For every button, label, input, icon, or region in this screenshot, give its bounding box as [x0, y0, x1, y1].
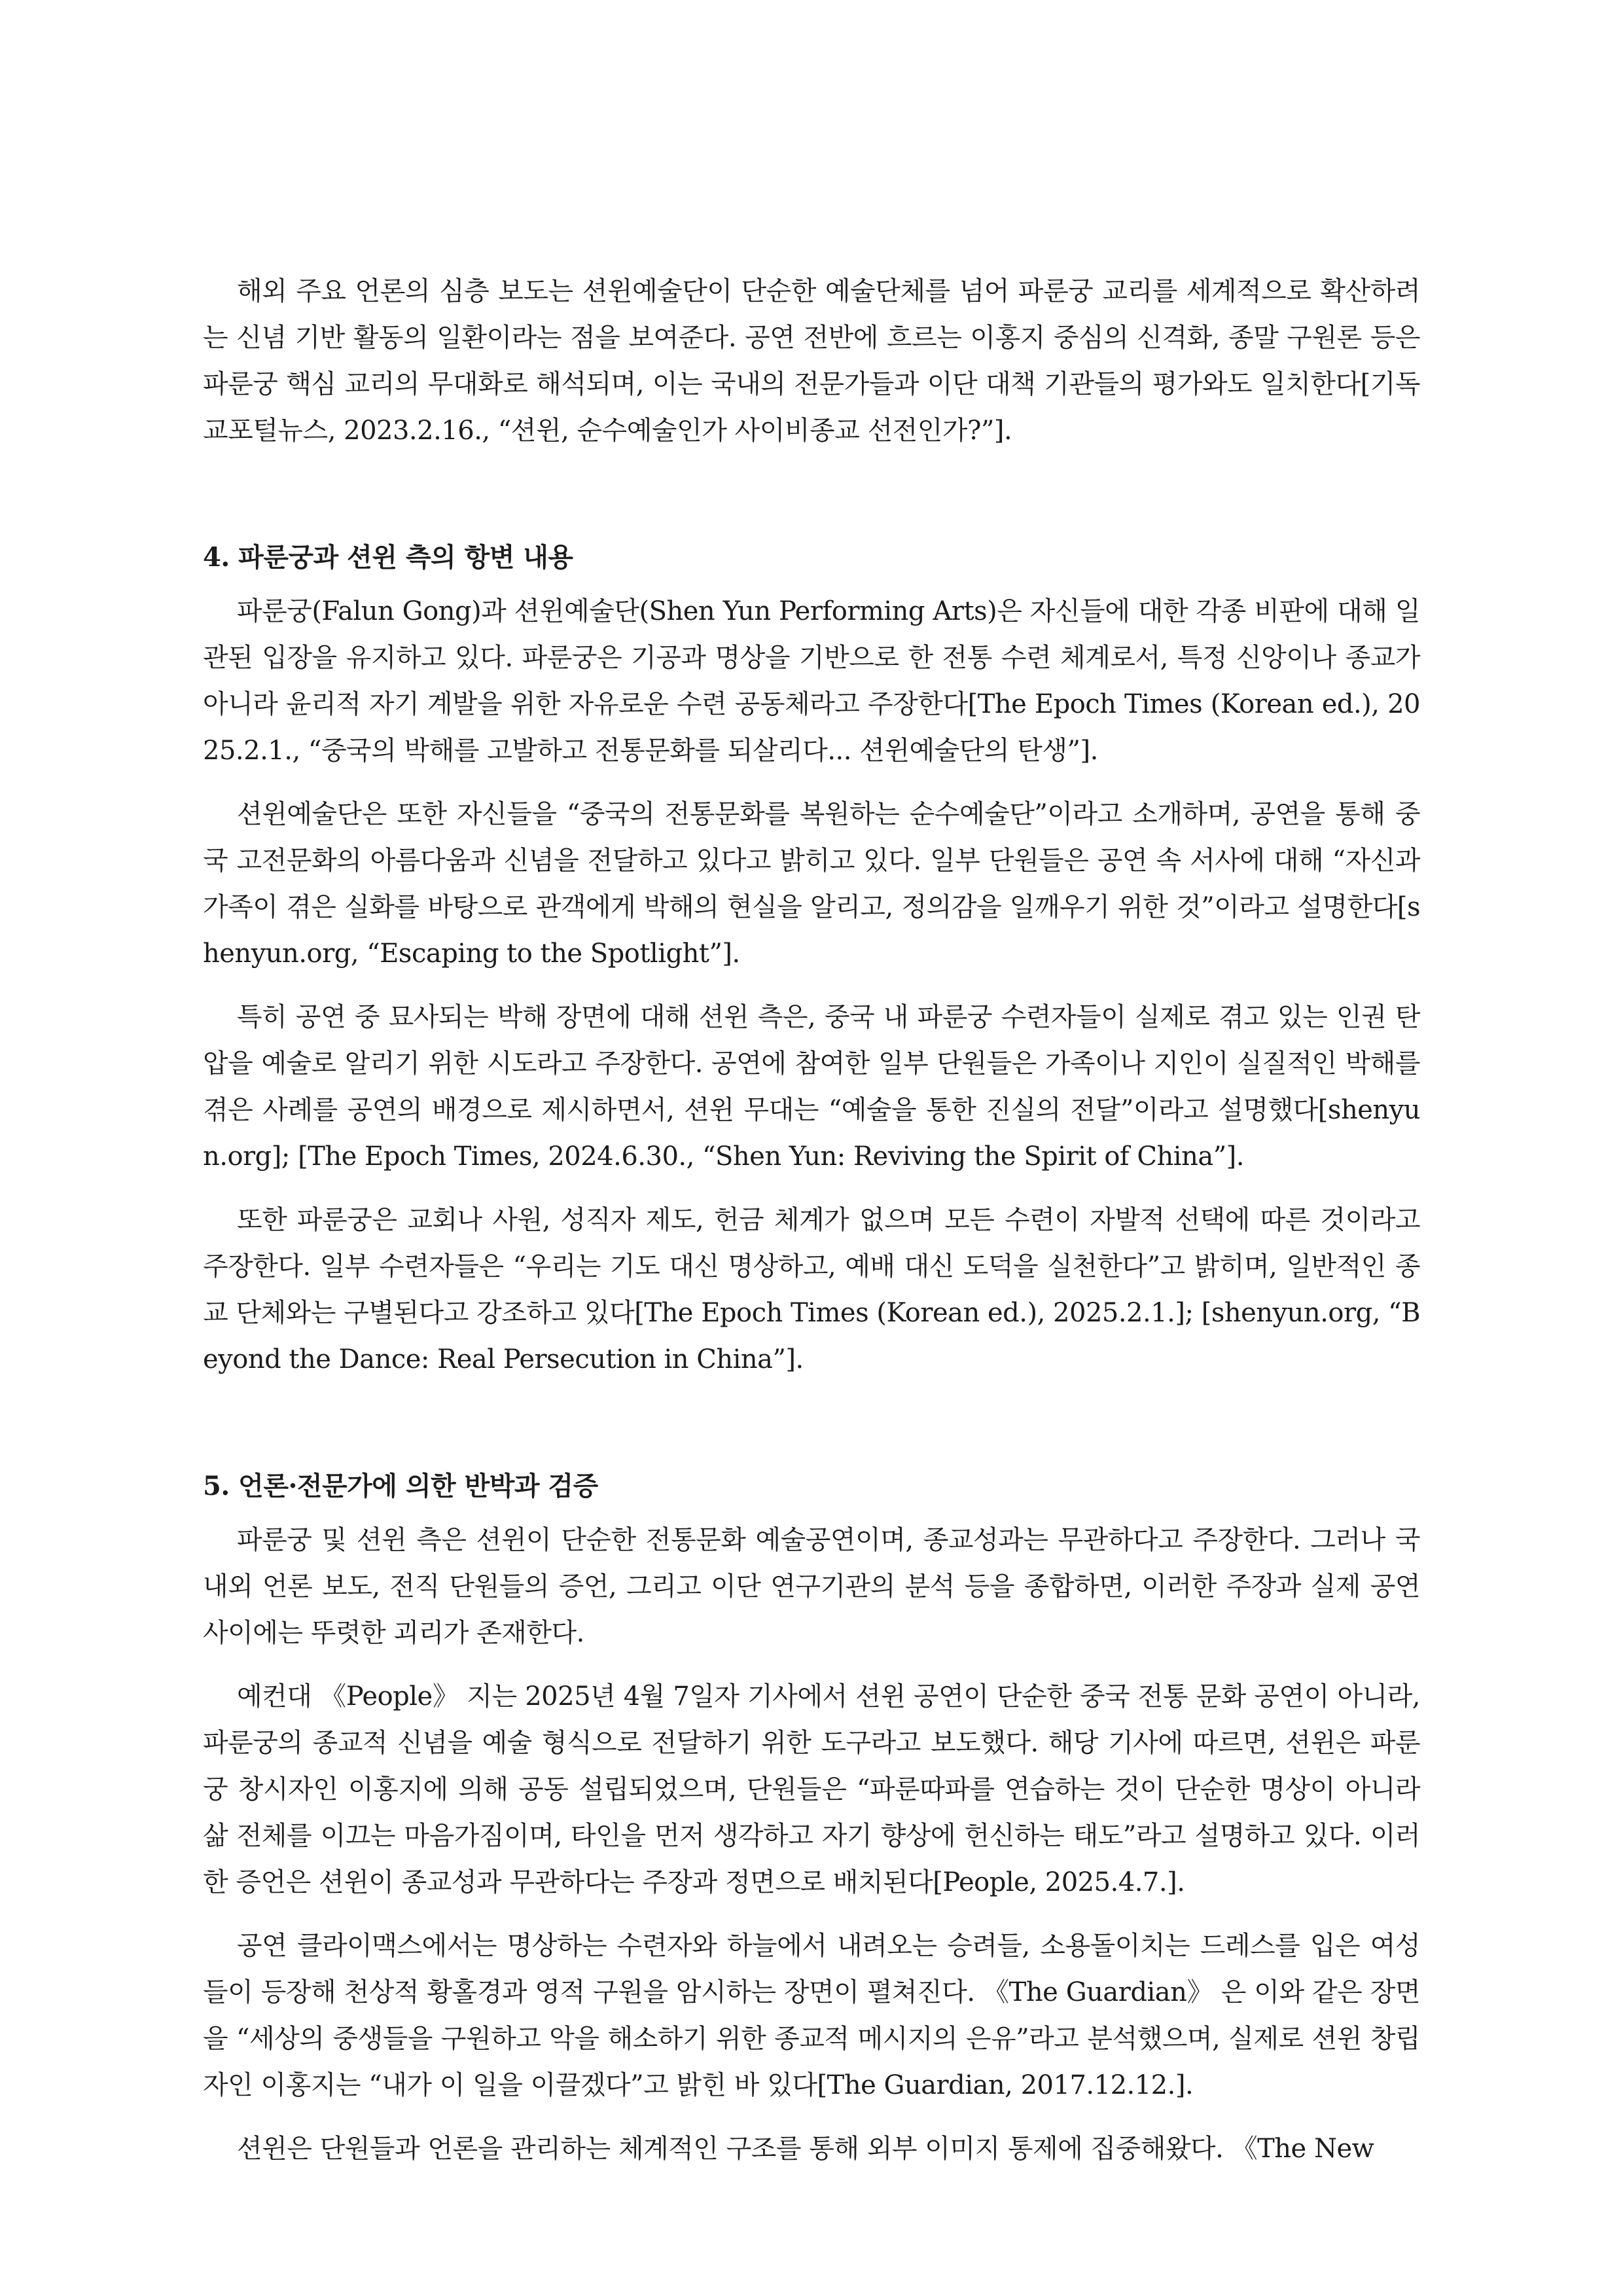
section-gap: [203, 454, 1420, 534]
section-4-paragraph-3: 특히 공연 중 묘사되는 박해 장면에 대해 션윈 측은, 중국 내 파룬궁 수련자들이 실제로 겪고 있는 인권 탄압을 예술로 알리기 위한 시도라고 주장한다. 공연에 참여한 일부 단원들은 가족이나 지인이 실질적인 박해를 겪은 사례를 공연의 배경으로 제시하면서, 션윈 무대는 “예술을 통한 진실의 전달”이라고 설명했다[shenyun.org]; [The Epoch Times, 2024.6.30., “Shen Yun: Reviving the Spirit of China”].: [203, 1002, 1420, 1172]
document-page: [203, 268, 1420, 2172]
section-4-paragraph-1: 파룬궁(Falun Gong)과 션윈예술단(Shen Yun Performing Arts)은 자신들에 대한 각종 비판에 대해 일관된 입장을 유지하고 있다. 파룬궁은 기공과 명상을 기반으로 한 전통 수련 체계로서, 특정 신앙이나 종교가 아니라 윤리적 자기 계발을 위한 자유로운 수련 공동체라고 주장한다[The Epoch Times (Korean ed.), 2025.2.1., “중국의 박해를 고발하고 전통문화를 되살리다... 션윈예술단의 탄생”].: [203, 596, 1420, 766]
section-4-paragraph-2: 션윈예술단은 또한 자신들을 “중국의 전통문화를 복원하는 순수예술단”이라고 소개하며, 공연을 통해 중국 고전문화의 아름다움과 신념을 전달하고 있다고 밝히고 있다. 일부 단원들은 공연 속 서사에 대해 “자신과 가족이 겪은 실화를 바탕으로 관객에게 박해의 현실을 알리고, 정의감을 일깨우기 위한 것”이라고 설명한다[shenyun.org, “Escaping to the Spotlight”].: [203, 799, 1420, 969]
section-4-paragraph-4: 또한 파룬궁은 교회나 사원, 성직자 제도, 헌금 체계가 없으며 모든 수련이 자발적 선택에 따른 것이라고 주장한다. 일부 수련자들은 “우리는 기도 대신 명상하고, 예배 대신 도덕을 실천한다”고 밝히며, 일반적인 종교 단체와는 구별된다고 강조하고 있다[The Epoch Times (Korean ed.), 2025.2.1.]; [shenyun.org, “Beyond the Dance: Real Persecution in China”].: [203, 1205, 1420, 1374]
section-4-title: 4. 파룬궁과 션윈 측의 항변 내용: [203, 542, 573, 573]
section-5-paragraph-1: 파룬궁 및 션윈 측은 션윈이 단순한 전통문화 예술공연이며, 종교성과는 무관하다고 주장한다. 그러나 국내외 언론 보도, 전직 단원들의 증언, 그리고 이단 연구기관의 분석 등을 종합하면, 이러한 주장과 실제 공연 사이에는 뚜렷한 괴리가 존재한다.: [203, 1525, 1420, 1648]
section-5-paragraph-4: 션윈은 단원들과 언론을 관리하는 체계적인 구조를 통해 외부 이미지 통제에 집중해왔다. 《The New: [237, 2134, 1374, 2164]
section-gap: [203, 1383, 1420, 1463]
section-5-paragraph-3: 공연 클라이맥스에서는 명상하는 수련자와 하늘에서 내려오는 승려들, 소용돌이치는 드레스를 입은 여성들이 등장해 천상적 황홀경과 영적 구원을 암시하는 장면이 펼쳐진다. 《The Guardian》 은 이와 같은 장면을 “세상의 중생들을 구원하고 악을 해소하기 위한 종교적 메시지의 은유”라고 분석했으며, 실제로 션윈 창립자인 이홍지는 “내가 이 일을 이끌겠다”고 밝힌 바 있다[The Guardian, 2017.12.12.].: [203, 1931, 1420, 2100]
section-5-title: 5. 언론·전문가에 의한 반박과 검증: [203, 1471, 598, 1501]
intro-paragraph: 해외 주요 언론의 심층 보도는 션윈예술단이 단순한 예술단체를 넘어 파룬궁 교리를 세계적으로 확산하려는 신념 기반 활동의 일환이라는 점을 보여준다. 공연 전반에 흐르는 이홍지 중심의 신격화, 종말 구원론 등은 파룬궁 핵심 교리의 무대화로 해석되며, 이는 국내의 전문가들과 이단 대책 기관들의 평가와도 일치한다[기독교포털뉴스, 2023.2.16., “션윈, 순수예술인가 사이비종교 선전인가?”].: [203, 276, 1420, 446]
section-5-paragraph-2: 예컨대 《People》 지는 2025년 4월 7일자 기사에서 션윈 공연이 단순한 중국 전통 문화 공연이 아니라, 파룬궁의 종교적 신념을 예술 형식으로 전달하기 위한 도구라고 보도했다. 해당 기사에 따르면, 션윈은 파룬궁 창시자인 이홍지에 의해 공동 설립되었으며, 단원들은 “파룬따파를 연습하는 것이 단순한 명상이 아니라 삶 전체를 이끄는 마음가짐이며, 타인을 먼저 생각하고 자기 향상에 헌신하는 태도”라고 설명하고 있다. 이러한 증언은 션윈이 종교성과 무관하다는 주장과 정면으로 배치된다[People, 2025.4.7.].: [203, 1681, 1420, 1897]
